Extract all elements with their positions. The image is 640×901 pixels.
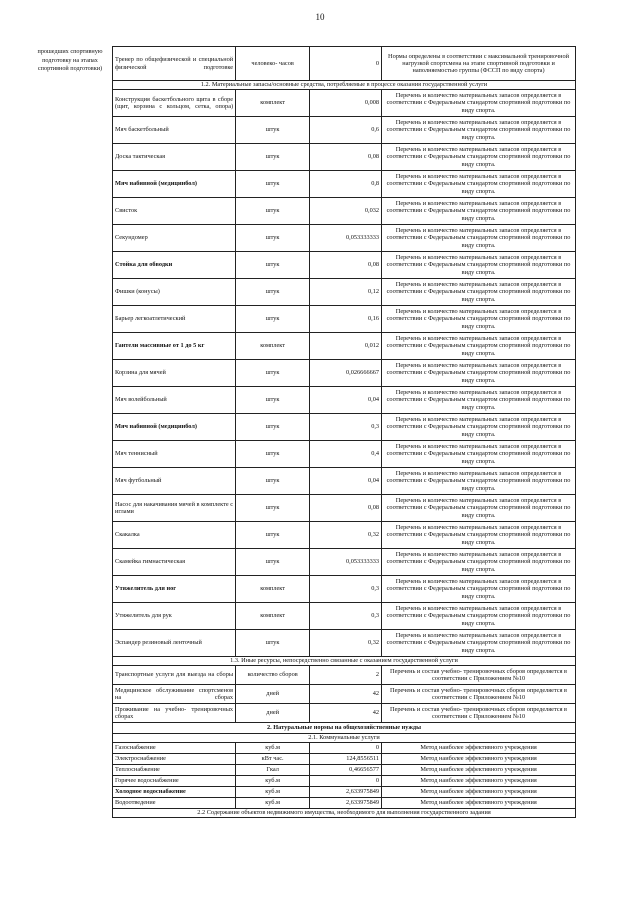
section-1-3-row xyxy=(113,657,576,666)
material-note: Перечень и количество материальных запасов определяется в соответствии с Федеральным стандартом спортивной подготовки по виду спорта. xyxy=(382,495,576,522)
material-note: Перечень и количество материальных запасов определяется в соответствии с Федеральным стандартом спортивной подготовки по виду спорта. xyxy=(382,279,576,306)
material-note: Перечень и количество материальных запасов определяется в соответствии с Федеральным стандартом спортивной подготовки по виду спорта. xyxy=(382,522,576,549)
material-name: Мяч набивной (медицинбол) xyxy=(113,171,236,198)
material-value: 0,32 xyxy=(310,630,382,657)
material-row xyxy=(113,603,576,630)
material-row xyxy=(113,468,576,495)
section-2-1-row xyxy=(113,734,576,743)
other-name: Транспортные услуги для выезда на сборы xyxy=(113,666,236,685)
utility-value: 0 xyxy=(310,743,382,754)
material-row xyxy=(113,252,576,279)
utility-name: Электроснабжение xyxy=(113,754,236,765)
header-value: 0 xyxy=(310,47,382,81)
material-note: Перечень и количество материальных запасов определяется в соответствии с Федеральным стандартом спортивной подготовки по виду спорта. xyxy=(382,549,576,576)
material-value: 0,8 xyxy=(310,171,382,198)
material-name: Гантели массивные от 1 до 5 кг xyxy=(113,333,236,360)
material-note: Перечень и количество материальных запасов определяется в соответствии с Федеральным стандартом спортивной подготовки по виду спорта. xyxy=(382,630,576,657)
other-note: Перечень и состав учебно- тренировочных сборов определяется в соответствии с Приложением №10 xyxy=(382,704,576,723)
material-row xyxy=(113,144,576,171)
utility-value: 0 xyxy=(310,776,382,787)
material-name: Насос для накачивания мячей в комплекте с иглами xyxy=(113,495,236,522)
material-value: 0,04 xyxy=(310,468,382,495)
material-unit: штук xyxy=(236,117,310,144)
section-2-row xyxy=(113,723,576,734)
utility-unit: Гкал xyxy=(236,765,310,776)
material-name: Барьер легкоатлетический xyxy=(113,306,236,333)
material-row xyxy=(113,549,576,576)
material-value: 0,012 xyxy=(310,333,382,360)
utility-name: Холодное водоснабжение xyxy=(113,787,236,798)
utility-row xyxy=(113,787,576,798)
material-value: 0,4 xyxy=(310,441,382,468)
material-note: Перечень и количество материальных запасов определяется в соответствии с Федеральным стандартом спортивной подготовки по виду спорта. xyxy=(382,306,576,333)
material-value: 0,12 xyxy=(310,279,382,306)
utility-unit: куб.м xyxy=(236,743,310,754)
material-name: Эспандер резиновый ленточный xyxy=(113,630,236,657)
material-name: Свисток xyxy=(113,198,236,225)
header-name: Тренер по общефизической и специальной физической подготовке xyxy=(113,47,236,81)
material-note: Перечень и количество материальных запасов определяется в соответствии с Федеральным стандартом спортивной подготовки по виду спорта. xyxy=(382,117,576,144)
material-row xyxy=(113,414,576,441)
material-unit: комплект xyxy=(236,576,310,603)
material-value: 0,3 xyxy=(310,603,382,630)
material-row xyxy=(113,306,576,333)
material-unit: штук xyxy=(236,144,310,171)
material-row xyxy=(113,360,576,387)
material-row xyxy=(113,495,576,522)
material-note: Перечень и количество материальных запасов определяется в соответствии с Федеральным стандартом спортивной подготовки по виду спорта. xyxy=(382,441,576,468)
material-name: Конструкция баскетбольного щита в сборе (щит, корзина с кольцом, сетка, опора) xyxy=(113,90,236,117)
other-name: Проживание на учебно- тренировочных сборах xyxy=(113,704,236,723)
material-note: Перечень и количество материальных запасов определяется в соответствии с Федеральным стандартом спортивной подготовки по виду спорта. xyxy=(382,225,576,252)
utility-note: Метод наиболее эффективного учреждения xyxy=(382,754,576,765)
left-column-text: прошедших спортивную подготовку на этапах спортивной подготовки) xyxy=(37,48,103,73)
other-value: 42 xyxy=(310,685,382,704)
material-unit: штук xyxy=(236,279,310,306)
material-name: Корзина для мячей xyxy=(113,360,236,387)
material-name: Мяч теннисный xyxy=(113,441,236,468)
utility-name: Теплоснабжение xyxy=(113,765,236,776)
material-name: Стойка для обводки xyxy=(113,252,236,279)
material-unit: штук xyxy=(236,468,310,495)
material-unit: штук xyxy=(236,522,310,549)
section-1-2-row xyxy=(113,81,576,90)
section-1-2-title: 1.2. Материальные запасы/основные средства, потребляемые в процессе оказания государственной услуги xyxy=(113,81,576,90)
section-2-2-title: 2.2 Содержание объектов недвижимого имущества, необходимого для выполнения государственного задания xyxy=(113,809,576,818)
material-name: Скамейка гимнастическая xyxy=(113,549,236,576)
material-unit: штук xyxy=(236,171,310,198)
utility-row xyxy=(113,776,576,787)
material-note: Перечень и количество материальных запасов определяется в соответствии с Федеральным стандартом спортивной подготовки по виду спорта. xyxy=(382,360,576,387)
material-name: Мяч набивной (медицинбол) xyxy=(113,414,236,441)
utility-unit: куб.м xyxy=(236,776,310,787)
utility-unit: кВт час. xyxy=(236,754,310,765)
material-row xyxy=(113,522,576,549)
header-row xyxy=(113,47,576,81)
material-value: 0,3 xyxy=(310,414,382,441)
utility-value: 0,46656577 xyxy=(310,765,382,776)
material-note: Перечень и количество материальных запасов определяется в соответствии с Федеральным стандартом спортивной подготовки по виду спорта. xyxy=(382,468,576,495)
material-unit: штук xyxy=(236,441,310,468)
material-name: Утяжелитель для рук xyxy=(113,603,236,630)
utility-row xyxy=(113,743,576,754)
other-value: 42 xyxy=(310,704,382,723)
material-note: Перечень и количество материальных запасов определяется в соответствии с Федеральным стандартом спортивной подготовки по виду спорта. xyxy=(382,90,576,117)
material-row xyxy=(113,630,576,657)
section-2-1-title: 2.1. Коммунальные услуги xyxy=(113,734,576,743)
material-unit: штук xyxy=(236,549,310,576)
utility-value: 124,8556511 xyxy=(310,754,382,765)
material-unit: штук xyxy=(236,360,310,387)
material-name: Мяч волейбольный xyxy=(113,387,236,414)
material-value: 0,053333333 xyxy=(310,225,382,252)
section-1-3-title: 1.3. Иные ресурсы, непосредственно связанные с оказанием государственной услуги xyxy=(113,657,576,666)
section-2-title: 2. Натуральные нормы на общехозяйственные нужды xyxy=(113,723,576,734)
material-name: Мяч футбольный xyxy=(113,468,236,495)
other-resource-row xyxy=(113,704,576,723)
material-name: Доска тактическая xyxy=(113,144,236,171)
utility-row xyxy=(113,765,576,776)
utility-note: Метод наиболее эффективного учреждения xyxy=(382,787,576,798)
material-row xyxy=(113,171,576,198)
other-unit: количество сборов xyxy=(236,666,310,685)
utility-note: Метод наиболее эффективного учреждения xyxy=(382,765,576,776)
material-unit: штук xyxy=(236,414,310,441)
material-value: 0,3 xyxy=(310,576,382,603)
material-name: Секундомер xyxy=(113,225,236,252)
material-note: Перечень и количество материальных запасов определяется в соответствии с Федеральным стандартом спортивной подготовки по виду спорта. xyxy=(382,333,576,360)
material-value: 0,16 xyxy=(310,306,382,333)
norms-table xyxy=(112,46,576,818)
utility-unit: куб.м xyxy=(236,798,310,809)
material-unit: комплект xyxy=(236,333,310,360)
material-note: Перечень и количество материальных запасов определяется в соответствии с Федеральным стандартом спортивной подготовки по виду спорта. xyxy=(382,171,576,198)
material-row xyxy=(113,576,576,603)
material-row xyxy=(113,279,576,306)
material-note: Перечень и количество материальных запасов определяется в соответствии с Федеральным стандартом спортивной подготовки по виду спорта. xyxy=(382,198,576,225)
other-unit: дней xyxy=(236,685,310,704)
header-unit: человеко- часов xyxy=(236,47,310,81)
other-note: Перечень и состав учебно- тренировочных сборов определяется в соответствии с Приложением №10 xyxy=(382,666,576,685)
material-unit: комплект xyxy=(236,603,310,630)
section-2-2-row xyxy=(113,809,576,818)
utility-note: Метод наиболее эффективного учреждения xyxy=(382,776,576,787)
material-unit: штук xyxy=(236,252,310,279)
header-note: Нормы определены в соответствии с максимальной тренировочной нагрузкой спортсмена на этапе спортивной подготовки и наполняемостью группы (ФССП по виду спорта) xyxy=(382,47,576,81)
other-resource-row xyxy=(113,666,576,685)
material-row xyxy=(113,117,576,144)
material-value: 0,032 xyxy=(310,198,382,225)
material-value: 0,008 xyxy=(310,90,382,117)
material-value: 0,6 xyxy=(310,117,382,144)
material-note: Перечень и количество материальных запасов определяется в соответствии с Федеральным стандартом спортивной подготовки по виду спорта. xyxy=(382,603,576,630)
utility-value: 2,633975849 xyxy=(310,787,382,798)
material-value: 0,04 xyxy=(310,387,382,414)
utility-name: Горячее водоснабжение xyxy=(113,776,236,787)
material-value: 0,32 xyxy=(310,522,382,549)
material-note: Перечень и количество материальных запасов определяется в соответствии с Федеральным стандартом спортивной подготовки по виду спорта. xyxy=(382,252,576,279)
utility-name: Газоснабжение xyxy=(113,743,236,754)
other-note: Перечень и состав учебно- тренировочных сборов определяется в соответствии с Приложением №10 xyxy=(382,685,576,704)
material-value: 0,08 xyxy=(310,144,382,171)
material-unit: штук xyxy=(236,225,310,252)
utility-note: Метод наиболее эффективного учреждения xyxy=(382,798,576,809)
material-unit: штук xyxy=(236,495,310,522)
material-name: Мяч баскетбольный xyxy=(113,117,236,144)
material-note: Перечень и количество материальных запасов определяется в соответствии с Федеральным стандартом спортивной подготовки по виду спорта. xyxy=(382,387,576,414)
utility-row xyxy=(113,754,576,765)
material-value: 0,053333333 xyxy=(310,549,382,576)
material-name: Фишки (конусы) xyxy=(113,279,236,306)
material-note: Перечень и количество материальных запасов определяется в соответствии с Федеральным стандартом спортивной подготовки по виду спорта. xyxy=(382,144,576,171)
material-note: Перечень и количество материальных запасов определяется в соответствии с Федеральным стандартом спортивной подготовки по виду спорта. xyxy=(382,414,576,441)
utility-note: Метод наиболее эффективного учреждения xyxy=(382,743,576,754)
material-unit: штук xyxy=(236,630,310,657)
material-unit: штук xyxy=(236,306,310,333)
material-row xyxy=(113,441,576,468)
page-number: 10 xyxy=(315,12,325,22)
material-value: 0,08 xyxy=(310,495,382,522)
material-value: 0,026666667 xyxy=(310,360,382,387)
material-name: Утяжелитель для ног xyxy=(113,576,236,603)
other-name: Медицинское обслуживание спортсменов на сборах xyxy=(113,685,236,704)
material-note: Перечень и количество материальных запасов определяется в соответствии с Федеральным стандартом спортивной подготовки по виду спорта. xyxy=(382,576,576,603)
other-resource-row xyxy=(113,685,576,704)
material-row xyxy=(113,333,576,360)
utility-value: 2,633975849 xyxy=(310,798,382,809)
material-value: 0,08 xyxy=(310,252,382,279)
material-row xyxy=(113,198,576,225)
material-row xyxy=(113,90,576,117)
other-unit: дней xyxy=(236,704,310,723)
material-row xyxy=(113,225,576,252)
utility-unit: куб.м xyxy=(236,787,310,798)
other-value: 2 xyxy=(310,666,382,685)
utility-name: Водоотведение xyxy=(113,798,236,809)
utility-row xyxy=(113,798,576,809)
material-name: Скакалка xyxy=(113,522,236,549)
material-unit: комплект xyxy=(236,90,310,117)
material-unit: штук xyxy=(236,387,310,414)
material-row xyxy=(113,387,576,414)
material-unit: штук xyxy=(236,198,310,225)
